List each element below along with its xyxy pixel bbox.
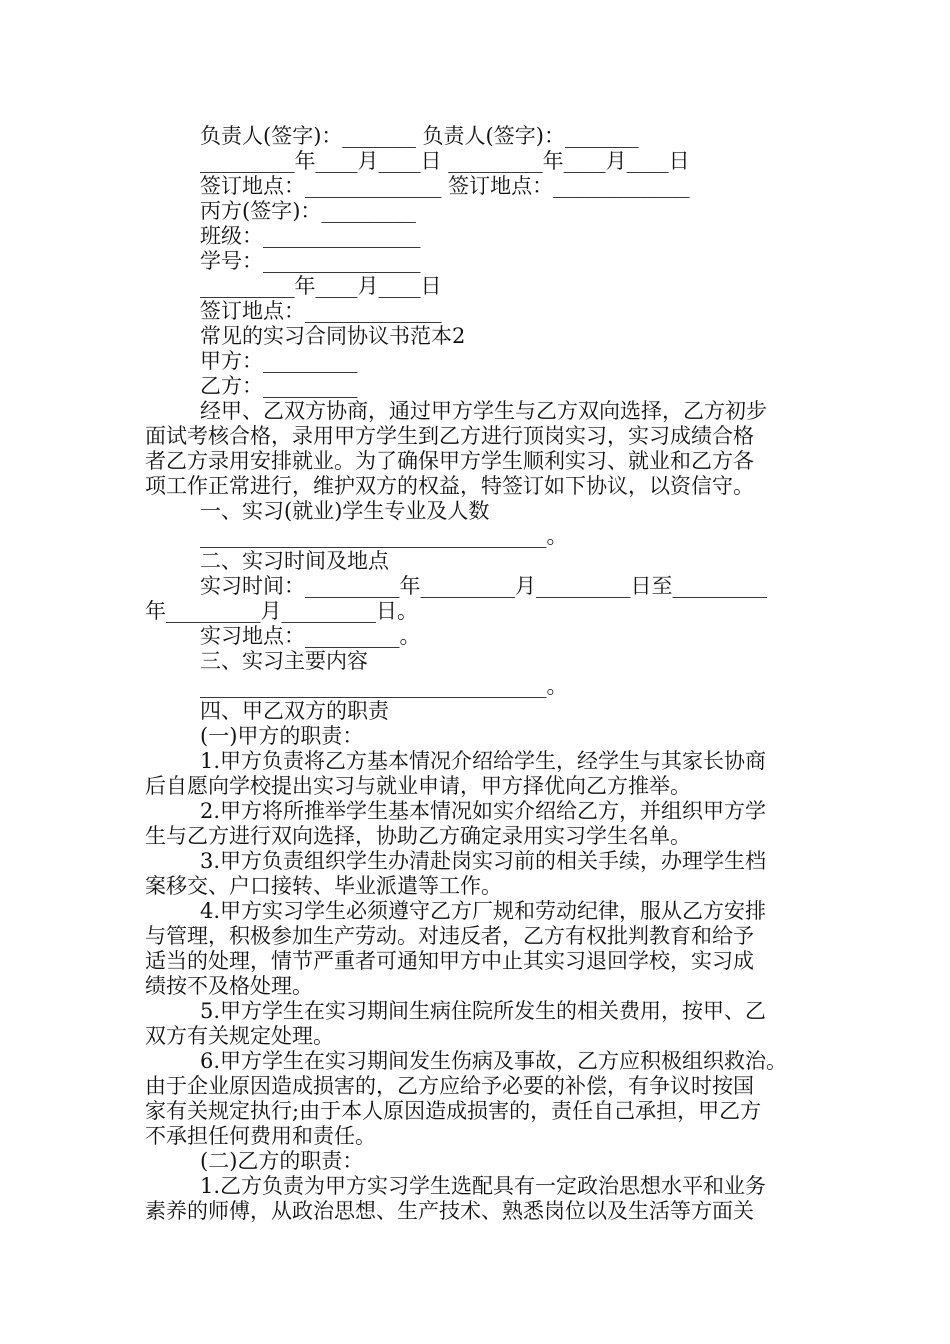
internship-time-line: 实习时间：_________年_________月_________日至_________ [200, 574, 767, 598]
blank-line: _________________________________。 [200, 674, 568, 698]
blank-line: _________________________________。 [200, 524, 568, 548]
party-c-signature-line: 丙方(签字)：_________ [200, 199, 416, 223]
paragraph-line: 面试考核合格，录用甲方学生到乙方进行顶岗实习，实习成绩合格 [145, 424, 754, 448]
party-b-line: 乙方：_________ [200, 374, 358, 398]
heading-one: 一、实习(就业)学生专业及人数 [200, 499, 490, 523]
paragraph-line: 3.甲方负责组织学生办清赴岗实习前的相关手续，办理学生档 [200, 849, 767, 873]
paragraph-line: 1.乙方负责为甲方实习学生选配具有一定政治思想水平和业务 [200, 1174, 767, 1198]
paragraph-line: 4.甲方实习学生必须遵守乙方厂规和劳动纪律，服从乙方安排 [200, 899, 767, 923]
heading-two: 二、实习时间及地点 [200, 549, 389, 573]
signature-line-responsible: 负责人(签字)：_______ 负责人(签字)：_______ [200, 124, 639, 148]
paragraph-line: 后自愿向学校提出实习与就业申请，甲方择优向乙方推举。 [145, 774, 691, 798]
paragraph-line: 不承担任何费用和责任。 [145, 1124, 376, 1148]
paragraph-line: 2.甲方将所推举学生基本情况如实介绍给乙方，并组织甲方学 [200, 799, 767, 823]
paragraph-line: 双方有关规定处理。 [145, 1024, 334, 1048]
paragraph-line: 案移交、户口接转、毕业派遣等工作。 [145, 874, 502, 898]
paragraph-line: 5.甲方学生在实习期间生病住院所发生的相关费用，按甲、乙 [200, 999, 767, 1023]
heading-three: 三、实习主要内容 [200, 649, 368, 673]
paragraph-line: 素养的师傅，从政治思想、生产技术、熟悉岗位以及生活等方面关 [145, 1199, 754, 1223]
subheading-party-b: (二)乙方的职责： [200, 1149, 364, 1173]
paragraph-line: 项工作正常进行，维护双方的权益，特签订如下协议，以资信守。 [145, 474, 754, 498]
signing-place-line: 签订地点：_____________ 签订地点：_____________ [200, 174, 690, 198]
paragraph-line: 绩按不及格处理。 [145, 974, 313, 998]
class-line: 班级：_______________ [200, 224, 421, 248]
date-line: _________年____月____日 _________年____月____日 [200, 149, 690, 173]
date-line-c: _________年____月____日 [200, 274, 442, 298]
paragraph-line: 生与乙方进行双向选择，协助乙方确定录用实习学生名单。 [145, 824, 691, 848]
section-title: 常见的实习合同协议书范本2 [200, 324, 466, 348]
paragraph-line: 适当的处理，情节严重者可通知甲方中止其实习退回学校，实习成 [145, 949, 754, 973]
paragraph-line: 6.甲方学生在实习期间发生伤病及事故，乙方应积极组织救治。 [200, 1049, 788, 1073]
student-id-line: 学号：_______________ [200, 249, 421, 273]
paragraph-line: 经甲、乙双方协商，通过甲方学生与乙方双向选择，乙方初步 [200, 399, 767, 423]
party-a-line: 甲方：_________ [200, 349, 358, 373]
paragraph-line: 与管理，积极参加生产劳动。对违反者，乙方有权批判教育和给予 [145, 924, 754, 948]
paragraph-line: 由于企业原因造成损害的，乙方应给予必要的补偿，有争议时按国 [145, 1074, 754, 1098]
signing-place-line-c: 签订地点：_____________ [200, 299, 442, 323]
internship-time-line-cont: 年_________月_________日。 [145, 599, 418, 623]
heading-four: 四、甲乙双方的职责 [200, 699, 389, 723]
internship-place-line: 实习地点：_________。 [200, 624, 421, 648]
paragraph-line: 者乙方录用安排就业。为了确保甲方学生顺利实习、就业和乙方各 [145, 449, 754, 473]
paragraph-line: 1.甲方负责将乙方基本情况介绍给学生，经学生与其家长协商 [200, 749, 767, 773]
paragraph-line: 家有关规定执行;由于本人原因造成损害的，责任自己承担，甲乙方 [145, 1099, 762, 1123]
subheading-party-a: (一)甲方的职责： [200, 724, 364, 748]
